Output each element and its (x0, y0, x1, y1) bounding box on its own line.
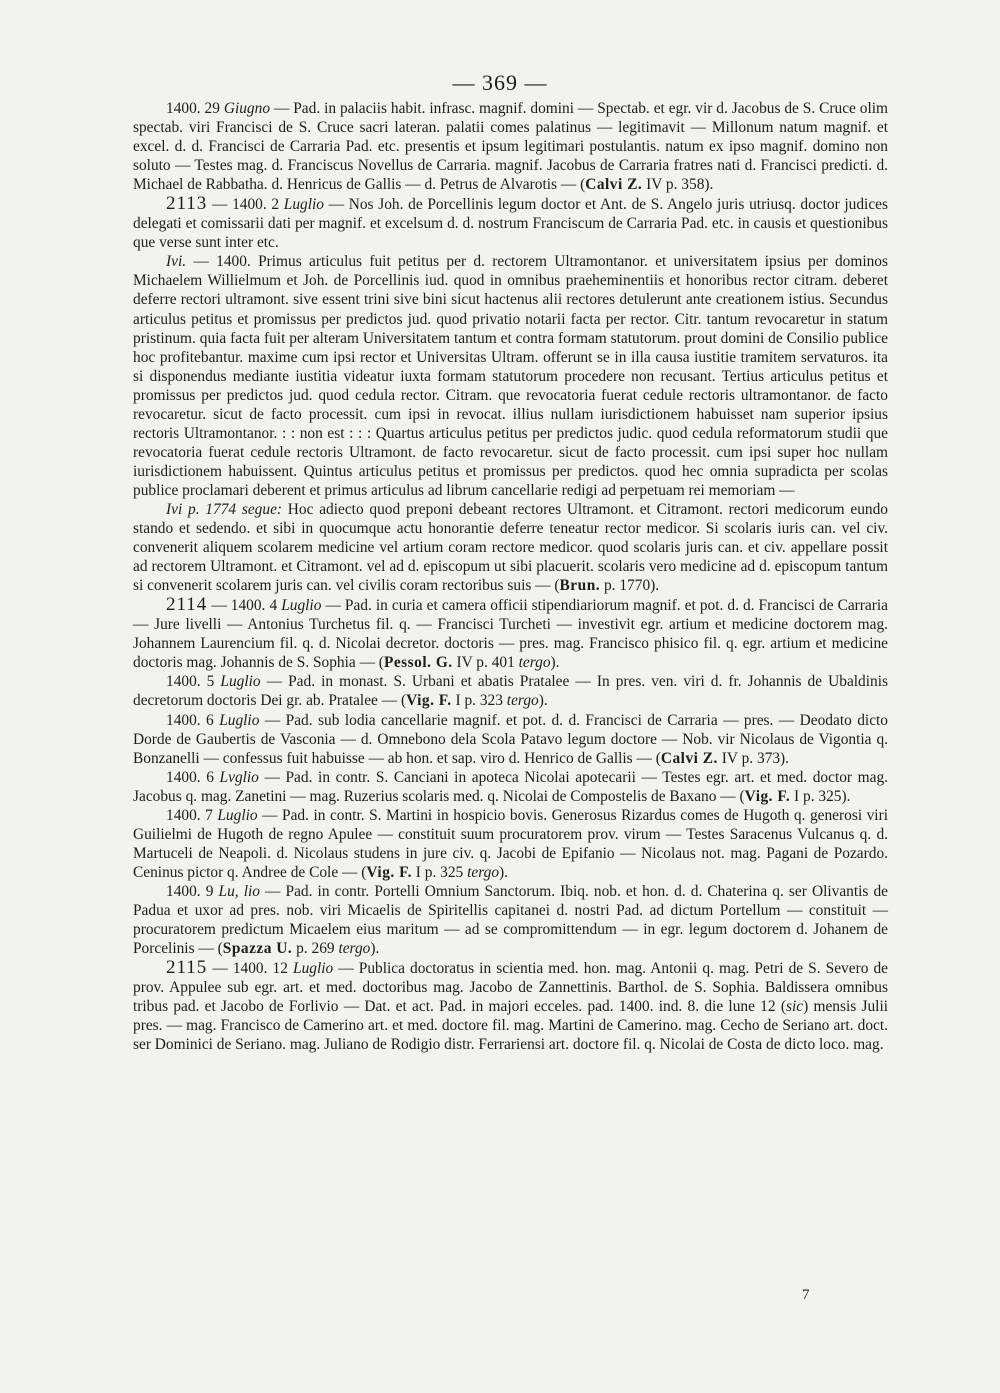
paragraph (133, 882, 888, 958)
text-run: — Pad. in curia et camera officii stipendiariorum magnif. et pot. d. d. Francisci de Carraria — Jure livelli — Antonius Turchetus fil. q. — Francisci Turcheti — investivit egr. artium et medicine doctorem mag. Johannem Laurencium fil. q. d. Nicolai decretor. doctoris — pres. mag. Francisco phisico fil. q. egr. artium et medicine doctoris mag. Johannis de S. Sophia — ( (133, 597, 888, 672)
paragraph (133, 711, 888, 768)
paragraph (133, 99, 888, 194)
text-run: ). (538, 692, 548, 710)
italic-text: Luglio (281, 597, 322, 615)
citation-source: Pessol. G. (383, 654, 453, 672)
text-run: — Pad. in palaciis habit. infrasc. magnif. domini — Spectab. et egr. vir d. Jacobus de S. Cruce olim spectab. viri Francisci de S. Cruce sacri lateran. palatii comes palatinus — legitimavit — Millonum natum magnif. et excel. d. d. Francisci de Carraria Pad. etc. presentis et ipsum legitimari postulantis. natum ex ipso magnif. domino non soluto — Testes mag. d. Franciscus Novellus de Carraria. magnif. Jacobus de Carraria fratres nati d. Francisci predicti. d. Michael de Rabbatha. d. Henricus de Gallis — d. Petrus de Alvarotis — ( (133, 100, 888, 194)
paragraph (133, 768, 888, 806)
citation-source: Vig. F. (744, 787, 791, 805)
italic-text: tergo (467, 863, 500, 881)
page-number: — 369 — (452, 70, 548, 95)
text-run: — Publica doctoratus in scientia med. hon. mag. Antonii q. mag. Petri de S. Severo de prov. Appulee sub egr. art. et med. doctoribus mag. Jacobo de Zannettinis. Barthol. de S. Sophia. Baldissera omnibus tribus pad. et Jacobo de Forlivio — Dat. et act. Pad. in majori ecceles. pad. 1400. ind. 8. die lune 12 ( (133, 960, 888, 1016)
paragraph (133, 194, 888, 252)
text-run: p. 269 (292, 940, 339, 958)
italic-text: Luglio (219, 711, 260, 729)
text-run: — 1400. 12 (207, 960, 294, 978)
document-body (133, 99, 888, 1054)
text-run: 1400. 7 (166, 806, 218, 824)
text-run: IV p. 358). (642, 176, 714, 194)
text-run: IV p. 401 (452, 654, 519, 672)
italic-text: Luglio (293, 960, 334, 978)
paragraph (133, 806, 888, 882)
paragraph (133, 672, 888, 710)
citation-source: Spazza U. (222, 940, 293, 958)
entry-number: 2114 (166, 594, 208, 616)
text-run: p. 1770). (600, 577, 660, 595)
text-run: ). (550, 654, 560, 672)
text-run: — Pad. sub lodia cancellarie magnif. et pot. d. d. Francisci de Carraria — pres. — Deodato dicto Dorde de Gaubertis de Vasconia — d. Omnebono dela Scola Patavo legum doctore — Nob. vir Nicolaus de Vigontia q. Bonzanelli — confessus fuit habuisse — ab hon. et sap. viro d. Henrico de Gallis — ( (133, 711, 888, 767)
text-run: I p. 323 (451, 692, 507, 710)
citation-source: Calvi Z. (585, 176, 643, 194)
text-run: I p. 325). (790, 787, 851, 805)
paragraph (133, 595, 888, 672)
italic-text: tergo (338, 940, 371, 958)
text-run: — Pad. in contr. S. Martini in hospicio bovis. Generosus Rizardus comes de Hugoth q. generosi viri Guilielmi de Hugoth de regno Apulee — constituit suum procuratorem prov. virum — Testes Saracenus Vulcanus q. d. Martuceli de Neapoli. d. Nicolaus studens in jure civ. q. Jacobi de Epifanio — Nicolaus not. mag. Pagani de Pozardo. Ceninus pictor q. Andree de Cole — ( (133, 806, 888, 881)
text-run: — 1400. 4 (207, 597, 282, 615)
italic-text: Ivi p. 1774 segue: (166, 500, 283, 518)
paragraph (133, 252, 888, 500)
italic-text: tergo (506, 692, 539, 710)
text-run: — 1400. Primus articulus fuit petitus per d. rectorem Ultramontanor. et universitatem ipsius per dominos Michaelem Willielmum et Joh. de Porcellinis iud. quod in omnibus praeheminentiis et honoribus rector citram. deberet deferre rectori ultramont. sive essent trini sive bini sicut hactenus alii rectores detulerunt ante creationem istius. Secundus articulus petitus et promissus per predictos jud. quod privatio notarii facta per rector. Citr. tantum revocaretur in statum pristinum. quia facta fuit per alteram Universitatem tantum et contra formam statutorum. prout domini de Consilio publice hoc profitebantur. maxime cum ipsi rector et Universitas Ultram. offerunt se in illa causa iustitie tramitem servaturos. ita si disponendus mediante iustitia videatur iuxta formam statutorum procedere non recusant. Tertius articulus petitus et promissus per predictos jud. quod cedula rector. Citram. que revocatoria fuerat cedule rectoris ultramontanor. de facto revocaretur. sicut de facto processit. cum ipsi in revocat. illius nullam iurisdictionem habuisset nam superior ipsius rectoris Ultramontanor. : : non est : : : Quartus articulus petitus per predictos judic. quod cedula reformatorum studii que revocatoria fuerat cedule rectoris Ultramont. de facto revocaretur. sicut de facto processit. cum ipsi super hoc nullam iurisdictionem habuissent. Quintus articulus petitus et promissus per predictos. quod hec omnia supradicta per scolas publice proclamari deberent et primus articulus ad librum cancellarie redigi ad perpetuam rei memoriam — (133, 253, 888, 499)
text-run: 1400. 29 (166, 100, 224, 117)
italic-text: Lu, lio (218, 882, 260, 900)
text-run: 1400. 9 (166, 882, 219, 900)
text-run: — Pad. in contr. Portelli Omnium Sanctorum. Ibiq. nob. et hon. d. d. Chaterina q. ser Olivantis de Padua et uxor ad pres. nob. viri Micaelis de Spiritellis capitanei d. nostri Pad. ad dictum Portellum — constituit — procuratorem predictum Micaelem eius maritum — ad se compromittendum — in egr. legum doctorem d. Johanem de Porcelinis — ( (133, 882, 889, 958)
italic-text: Giugno (223, 100, 271, 117)
paragraph (133, 958, 888, 1054)
citation-source: Brun. (559, 577, 601, 595)
signature-mark: 7 (802, 1287, 810, 1303)
text-run: 1400. 5 (166, 673, 221, 691)
italic-text: sic (785, 998, 804, 1016)
text-run: — Pad. in monast. S. Urbani et abatis Pratalee — In pres. ven. viri d. fr. Johannis de Ubaldinis decretorum doctoris Dei gr. ab. Pratalee — ( (133, 673, 888, 710)
text-run: — 1400. 2 (207, 196, 284, 214)
text-run: — Nos Joh. de Porcellinis legum doctor et Ant. de S. Angelo juris utriusq. doctor judices delegati et comissarii dati per magnif. et excelsum d. d. nostrum Franciscum de Carraria Pad. etc. in causis et questionibus que verse sunt inter etc. (133, 196, 888, 252)
citation-source: Calvi Z. (660, 749, 718, 767)
paragraph (133, 500, 888, 595)
text-run: ) mensis Julii pres. — mag. Francisco de Camerino art. et med. doctore fil. mag. Martini de Camerino. mag. Cecho de Seriano art. doct. ser Dominici de Seriano. mag. Juliano de Rodigio distr. Ferrariensi art. doctore fil. q. Nicolai de Costa de dicto loco. mag. (133, 998, 889, 1054)
italic-text: tergo (518, 654, 551, 672)
text-run: — Pad. in contr. S. Canciani in apoteca Nicolai apotecarii — Testes egr. art. et med. doctor mag. Jacobus q. mag. Zanetini — mag. Ruzerius scolaris med. q. Nicolai de Compostelis de Baxano — ( (133, 768, 888, 805)
text-run: Hoc adiecto quod preponi debeant rectores Ultramont. et Citramont. rectori medicorum eundo stando et sedendo. et sibi in quocumque actu honorantie deferre teneatur rector medicor. Si scolaris iuris can. vel civ. convenerit aliquem scolarem medicine vel artium coram rectore medicor. quod scolaris juris can. et civ. appellare possit ad rectorem Ultramont. et Citramont. vel ad d. episcopum ut sibi placuerit. scolaris vero medicine ad d. episcopum tantum si convenerit scolarem juris can. vel civilis coram rectoribus suis — ( (133, 500, 888, 595)
entry-number: 2113 (166, 193, 208, 215)
italic-text: Luglio (217, 806, 258, 824)
text-run: I p. 325 (411, 863, 468, 881)
citation-source: Vig. F. (366, 863, 412, 881)
italic-text: Luglio (220, 673, 261, 691)
text-run: ). (370, 940, 380, 958)
italic-text: Luglio (283, 196, 324, 214)
text-run: ). (499, 863, 508, 881)
entry-number: 2115 (166, 957, 208, 979)
text-run: 1400. 6 (166, 711, 220, 729)
italic-text: Ivi. (166, 253, 187, 271)
citation-source: Vig. F. (406, 692, 452, 710)
text-run: IV p. 373). (717, 749, 790, 767)
italic-text: Lvglio (219, 768, 259, 786)
text-run: 1400. 6 (166, 768, 220, 786)
